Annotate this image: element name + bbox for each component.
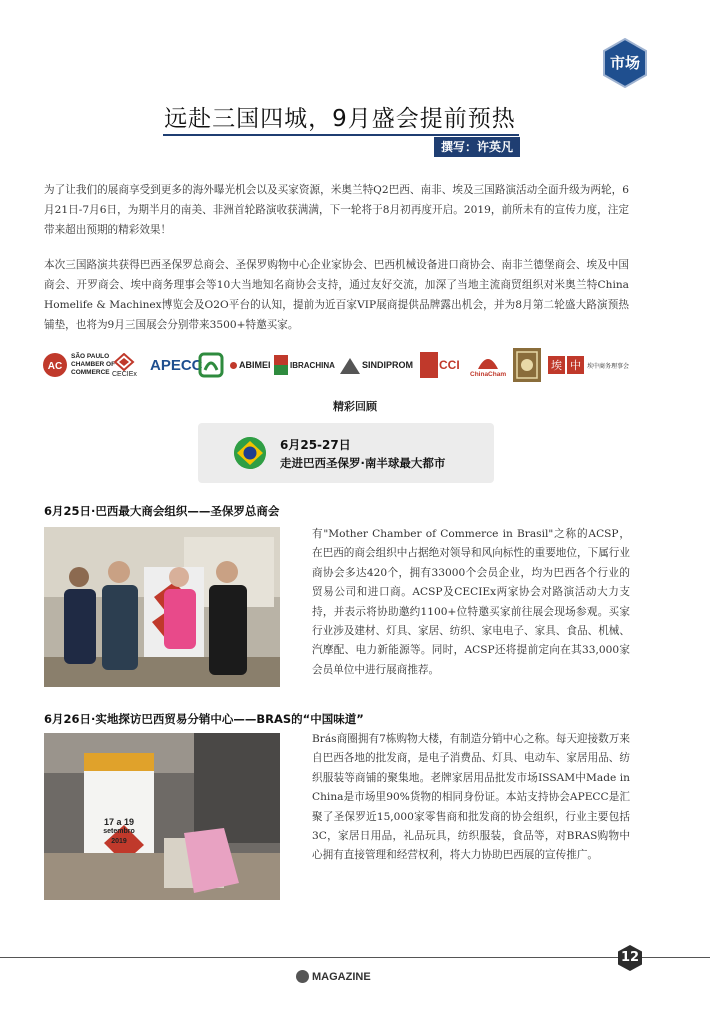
section-2-heading: 6月26日·实地探访巴西贸易分销中心——BRAS的“中国味道” [44,712,364,726]
chamber-seal-icon [512,347,542,383]
svg-text:AC: AC [47,361,63,372]
section-1-heading: 6月25日·巴西最大商会组织——圣保罗总商会 [44,504,280,518]
logo-apecc [150,345,203,385]
acsp-line-2: CHAMBER OF [71,361,116,368]
photo-bras-visit [44,733,280,900]
egypt-china-icon [548,356,584,374]
expo-sign [90,817,148,847]
review-label: 精彩回顾 [333,400,377,413]
logo-chinacham [470,345,506,385]
page-number-badge [616,944,644,972]
event-subtitle: 走进巴西圣保罗·南半球最大都市 [280,456,446,470]
title-underline [163,134,519,136]
photo-acsp-meeting [44,527,280,687]
chinacham-icon [476,353,500,371]
logo-ibrachina [274,345,335,385]
cci-text: CCI [439,358,460,372]
ibrachina-icon [274,355,288,375]
intro-paragraph-2: 本次三国路演共获得巴西圣保罗总商会、圣保罗购物中心企业家协会、巴西机械设备进口商协会、南非兰德堡商会、埃及中国商会、开罗商会、埃中商务理事会等10大当地知名商协会支持，通过友好交流，加深了当地主流商贸组织对米奥兰特China Homelife & Machinex博览会及O2O平台的认知，提前为近百家VIP展商提供品牌露出机会，并为8月第二轮盛大路演预热铺垫，也将为9月三国展会分别带来3500+特邀买家。 [44,259,629,331]
cci-icon [420,352,438,378]
sindiprom-text: SINDIPROM [362,360,414,370]
author-byline: 撰写：许英凡 [434,137,520,157]
mall-photo-image [44,733,280,900]
magazine-logo-icon [296,970,309,983]
logo-green [198,345,224,385]
sign-year: 2019 [111,838,127,845]
green-emblem-icon [198,352,224,378]
intro-paragraph-1: 为了让我们的展商享受到更多的海外曝光机会以及买家资源，米奥兰特Q2巴西、南非、埃及三国路演活动全面升级为两轮，6月21日-7月6日，为期半月的南美、非洲首轮路演收获满满，下一轮将于8月初再度开启。2019，前所未有的宣传力度，注定带来超出预期的精彩效果！ [44,184,629,236]
logo-acsp [42,345,115,385]
apecc-text: APECC [150,356,203,374]
logo-sindiprom [340,345,413,385]
meeting-photo-image [44,527,280,687]
badge-label: 市场 [609,54,640,72]
sign-month: setembro [103,828,135,835]
acsp-line-3: COMMERCE [71,369,110,376]
svg-text:中: 中 [570,359,581,372]
ceciex-text: CECIEx [112,370,137,378]
abimei-text: ABIMEI [239,360,271,370]
brazil-flag-icon [234,437,266,469]
logo-egypt-china [548,345,629,385]
sindiprom-icon [340,356,360,374]
sign-dates: 17 a 19 [103,817,135,827]
magazine-name: MAGAZINE [312,971,371,983]
event-date-box [198,423,494,483]
partner-logos [42,345,642,385]
logo-seal [512,345,542,385]
event-date: 6月25-27日 [280,438,351,452]
page-number: 12 [620,950,640,965]
acsp-icon [42,352,68,378]
section-badge [602,38,648,88]
logo-cci [420,345,460,385]
svg-text:埃: 埃 [551,359,562,372]
logo-abimei [230,345,271,385]
chinacham-text: ChinaCham [470,370,507,378]
article-title: 远赴三国四城，9月盛会提前预热 [164,106,516,132]
ibrachina-text: IBRACHINA [290,360,335,370]
logo-ceciex [112,345,137,385]
section-2-body: Brás商圈拥有7栋购物大楼，有制造分销中心之称。每天迎接数万来自巴西各地的批发商，是电子消费品、灯具、电动车、家居用品、纺织服装等商铺的聚集地。老牌家居用品批发市场ISSAM中Made in China是市场里90%货物的相同身份证。本站支持协会APECC是汇聚了圣保罗近15,000家零售商和批发商的协会组织，行业主要包括3C，家居日用品，礼品玩具，纺织服装，食品等，对BRAS购物中心拥有直接管理和经营权利，将大力协助巴西展的宣传推广。 [312,733,630,862]
ceciex-icon [113,353,135,371]
section-1-body: 有"Mother Chamber of Commerce in Brasil"之称的ACSP，在巴西的商会组织中占据绝对领导和风向标性的重要地位，下属行业商协会多达420个，拥有33000个会员企业，均为巴西各个行业的贸易公司和进口商。ACSP及CECIEx两家协会对路演活动大力支持，并表示将协助邀约1100+位特邀买家前往展会现场参观。买家行业涉及建材、灯具、家居、纺织、家电电子、家具、食品、机械、汽摩配、电力新能源等。同时，ACSP还将提前定向在其33,000家会员单位中进行展商推荐。 [312,528,630,676]
egypt-china-text: 埃中商务理事会 [587,363,630,370]
footer-rule [0,957,710,958]
acsp-line-1: SÃO PAULO [71,353,110,360]
abimei-dot-icon [230,362,237,369]
